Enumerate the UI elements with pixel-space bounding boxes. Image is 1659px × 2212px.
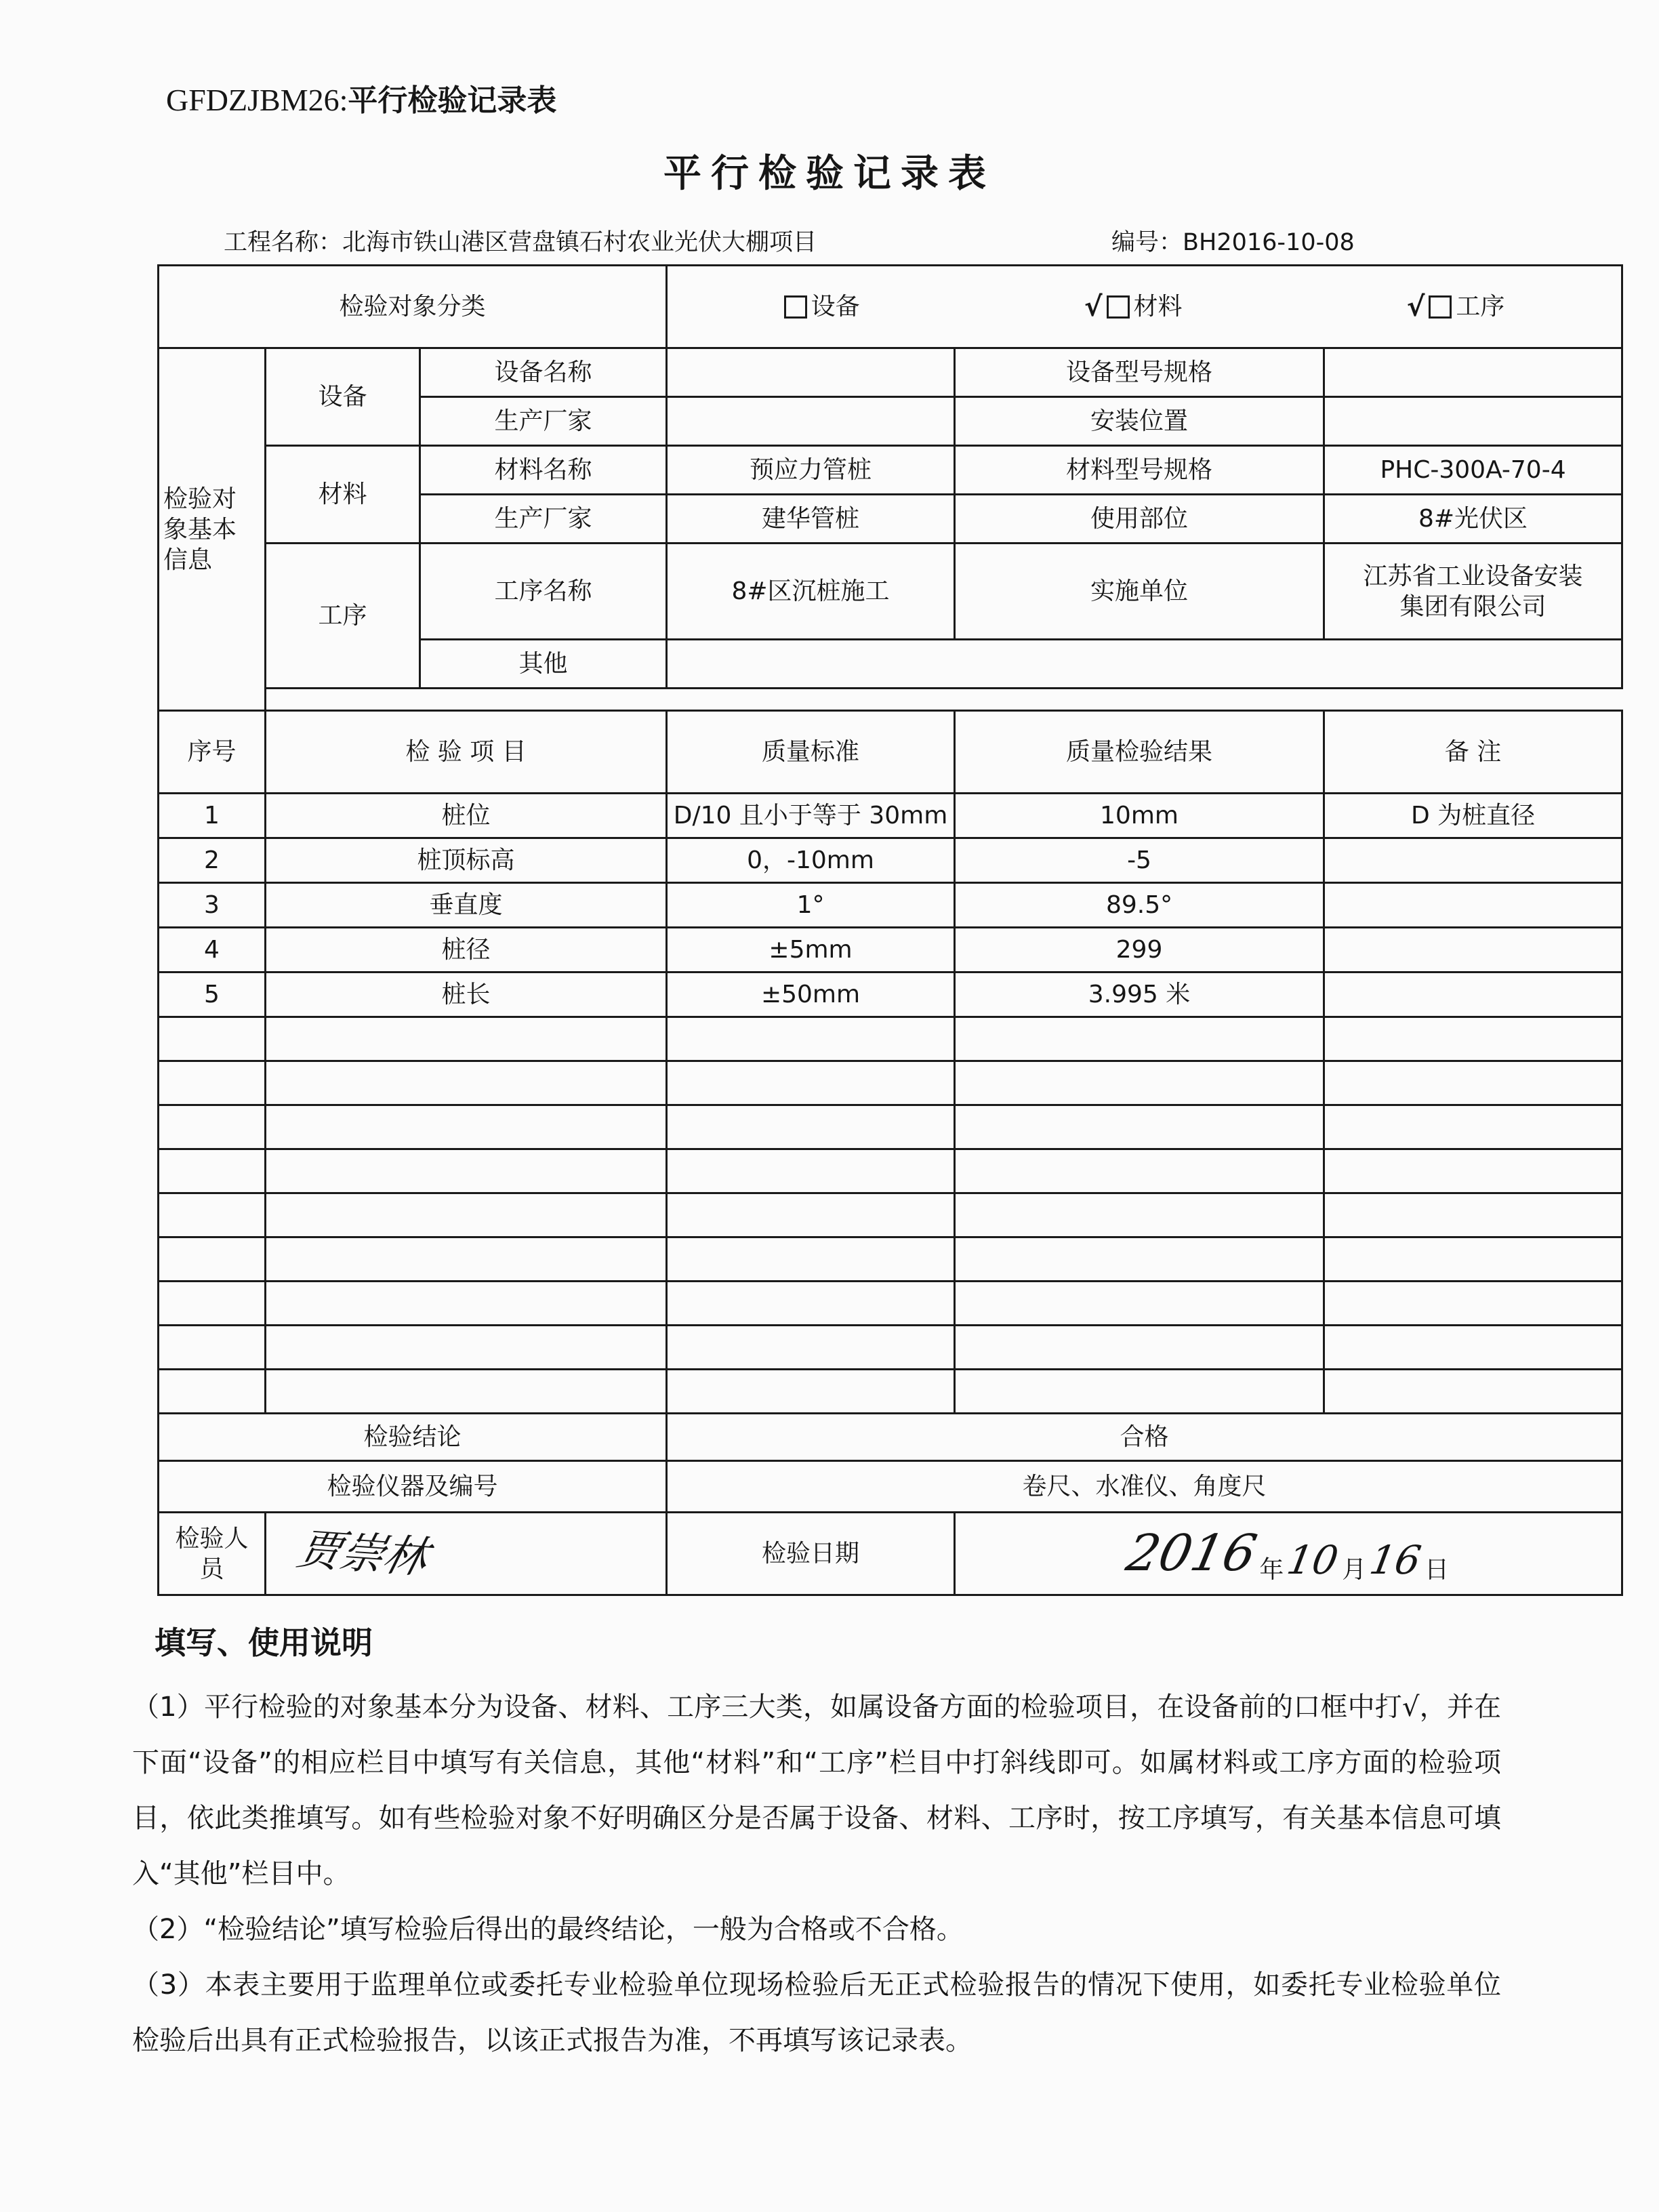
item-standard: D/10 且小于等于 30mm (667, 794, 955, 838)
number-value: BH2016-10-08 (1183, 229, 1355, 256)
empty-row (159, 1061, 1622, 1105)
empty-cell[interactable] (266, 1061, 667, 1105)
process-checkbox[interactable] (1429, 295, 1452, 319)
empty-cell[interactable] (955, 1061, 1324, 1105)
process-option-label: 工序 (1456, 293, 1505, 321)
table-row (159, 794, 1622, 838)
category-process-option[interactable] (1407, 290, 1505, 324)
other-field[interactable] (667, 640, 1622, 689)
use-location-field[interactable]: 8#光伏区 (1324, 495, 1622, 544)
date-year: 2016 (1121, 1524, 1262, 1583)
empty-cell[interactable] (159, 1061, 266, 1105)
item-result[interactable]: 299 (955, 928, 1324, 972)
item-remark[interactable] (1324, 928, 1622, 972)
equipment-name-field[interactable] (667, 348, 955, 397)
inspector-label: 检验人员 (159, 1513, 266, 1595)
instructions-title: 填写、使用说明 (155, 1624, 373, 1661)
item-name: 桩径 (266, 928, 667, 972)
equipment-checkbox[interactable] (784, 295, 807, 319)
empty-cell[interactable] (159, 1282, 266, 1326)
document-number (1111, 224, 1355, 258)
empty-cell[interactable] (955, 1105, 1324, 1149)
empty-cell[interactable] (667, 1105, 955, 1149)
item-no: 3 (159, 883, 266, 928)
item-remark[interactable] (1324, 972, 1622, 1017)
month-char: 月 (1342, 1555, 1367, 1584)
number-label: 编号： (1111, 229, 1183, 256)
item-result[interactable]: 10mm (955, 794, 1324, 838)
empty-cell[interactable] (1324, 1193, 1622, 1237)
executor-label: 实施单位 (955, 544, 1324, 640)
install-location-label: 安装位置 (955, 397, 1324, 446)
empty-cell[interactable] (1324, 1149, 1622, 1193)
conclusion-label: 检验结论 (159, 1414, 667, 1461)
item-no: 2 (159, 838, 266, 883)
equipment-row-1 (159, 348, 1622, 397)
empty-cell[interactable] (667, 1149, 955, 1193)
year-char: 年 (1259, 1555, 1284, 1584)
other-label: 其他 (420, 640, 667, 689)
material-check-mark: √ (1084, 291, 1103, 323)
instrument-field[interactable]: 卷尺、水准仪、角度尺 (667, 1461, 1622, 1513)
empty-cell[interactable] (955, 1237, 1324, 1282)
equipment-maker-field[interactable] (667, 397, 955, 446)
empty-cell[interactable] (1324, 1061, 1622, 1105)
equipment-option-label: 设备 (811, 293, 860, 321)
item-no: 1 (159, 794, 266, 838)
empty-cell[interactable] (159, 1193, 266, 1237)
col-remark-header: 备 注 (1324, 711, 1622, 794)
empty-cell[interactable] (1324, 1370, 1622, 1414)
empty-cell[interactable] (266, 1370, 667, 1414)
material-maker-label: 生产厂家 (420, 495, 667, 544)
item-remark[interactable] (1324, 838, 1622, 883)
material-maker-field[interactable]: 建华管桩 (667, 495, 955, 544)
conclusion-field[interactable]: 合格 (667, 1414, 1622, 1461)
basic-info-label: 检验对象基本信息 (159, 348, 266, 711)
empty-cell[interactable] (159, 1149, 266, 1193)
items-header-row (159, 711, 1622, 794)
empty-row (159, 1149, 1622, 1193)
instrument-row (159, 1461, 1622, 1513)
document-code-id: GFDZJBM26: (166, 83, 348, 117)
empty-row (159, 1237, 1622, 1282)
item-name: 桩长 (266, 972, 667, 1017)
empty-cell[interactable] (955, 1370, 1324, 1414)
project-line (224, 224, 817, 258)
page-title: 平行检验记录表 (663, 152, 996, 196)
process-group-label: 工序 (266, 544, 420, 689)
item-standard: 0，-10mm (667, 838, 955, 883)
item-standard: ±5mm (667, 928, 955, 972)
item-name: 桩顶标高 (266, 838, 667, 883)
empty-row (159, 1370, 1622, 1414)
table-row (159, 883, 1622, 928)
instructions-body (132, 1679, 1501, 2068)
item-standard: ±50mm (667, 972, 955, 1017)
item-name: 桩位 (266, 794, 667, 838)
executor-field[interactable] (1324, 544, 1622, 640)
executor-line-2: 集团有限公司 (1399, 592, 1547, 621)
material-row-1 (159, 446, 1622, 495)
empty-cell[interactable] (667, 1193, 955, 1237)
date-month: 10 (1284, 1537, 1343, 1584)
category-options (667, 266, 1622, 348)
empty-cell[interactable] (159, 1370, 266, 1414)
empty-cell[interactable] (159, 1105, 266, 1149)
project-name: 北海市铁山港区营盘镇石村农业光伏大棚项目 (342, 229, 817, 256)
empty-cell[interactable] (266, 1017, 667, 1061)
document-code (166, 76, 556, 119)
empty-cell[interactable] (667, 1282, 955, 1326)
empty-cell[interactable] (159, 1237, 266, 1282)
conclusion-row (159, 1414, 1622, 1461)
empty-cell[interactable] (667, 1061, 955, 1105)
item-standard: 1° (667, 883, 955, 928)
signature-row (159, 1513, 1622, 1595)
item-result[interactable]: -5 (955, 838, 1324, 883)
table-row (159, 972, 1622, 1017)
empty-cell[interactable] (266, 1282, 667, 1326)
empty-row (159, 1193, 1622, 1237)
empty-cell[interactable] (955, 1326, 1324, 1370)
instruction-paragraph-1: （1）平行检验的对象基本分为设备、材料、工序三大类，如属设备方面的检验项目，在设备前的口框中打√，并在下面“设备”的相应栏目中填写有关信息，其他“材料”和“工序”栏目中打斜线即可。如属材料或工序方面的检验项目，依此类推填写。如有些检验对象不好明确区分是否属于设备、材料、工序时，按工序填写，有关基本信息可填入“其他”栏目中。 (132, 1692, 1501, 1889)
empty-cell[interactable] (955, 1193, 1324, 1237)
empty-cell[interactable] (955, 1149, 1324, 1193)
item-result[interactable]: 3.995 米 (955, 972, 1324, 1017)
empty-row (159, 1282, 1622, 1326)
item-name: 垂直度 (266, 883, 667, 928)
date-field[interactable] (955, 1513, 1622, 1595)
empty-cell[interactable] (1324, 1017, 1622, 1061)
category-label: 检验对象分类 (159, 266, 667, 348)
material-checkbox[interactable] (1107, 295, 1130, 319)
empty-cell[interactable] (955, 1017, 1324, 1061)
empty-row (159, 1326, 1622, 1370)
install-location-field[interactable] (1324, 397, 1622, 446)
inspection-form (157, 264, 1621, 1596)
category-material-option[interactable] (1084, 290, 1183, 324)
spacer-row (159, 689, 1622, 711)
empty-cell[interactable] (159, 1326, 266, 1370)
material-name-label: 材料名称 (420, 446, 667, 495)
empty-cell[interactable] (159, 1017, 266, 1061)
col-result-header: 质量检验结果 (955, 711, 1324, 794)
inspector-signature: 贾崇林 (292, 1523, 433, 1584)
process-name-field[interactable]: 8#区沉桩施工 (667, 544, 955, 640)
empty-cell[interactable] (266, 1105, 667, 1149)
empty-cell[interactable] (266, 1149, 667, 1193)
category-row (159, 266, 1622, 348)
col-item-header: 检 验 项 目 (266, 711, 667, 794)
empty-cell[interactable] (266, 1326, 667, 1370)
item-no: 5 (159, 972, 266, 1017)
instruction-paragraph-3: （3）本表主要用于监理单位或委托专业检验单位现场检验后无正式检验报告的情况下使用，如委托专业检验单位检验后出具有正式检验报告，以该正式报告为准，不再填写该记录表。 (132, 1969, 1501, 2056)
item-remark[interactable] (1324, 883, 1622, 928)
equipment-group-label: 设备 (266, 348, 420, 446)
process-row-1 (159, 544, 1622, 640)
executor-line-1: 江苏省工业设备安装 (1363, 562, 1583, 590)
empty-cell[interactable] (1324, 1282, 1622, 1326)
empty-cell[interactable] (667, 1370, 955, 1414)
use-location-label: 使用部位 (955, 495, 1324, 544)
empty-cell[interactable] (667, 1237, 955, 1282)
category-equipment-option[interactable] (784, 291, 860, 322)
day-char: 日 (1425, 1555, 1450, 1584)
table-row (159, 838, 1622, 883)
equipment-maker-label: 生产厂家 (420, 397, 667, 446)
instrument-label: 检验仪器及编号 (159, 1461, 667, 1513)
empty-cell[interactable] (1324, 1326, 1622, 1370)
equipment-model-field[interactable] (1324, 348, 1622, 397)
empty-cell[interactable] (266, 1237, 667, 1282)
empty-row (159, 1105, 1622, 1149)
empty-cell[interactable] (1324, 1237, 1622, 1282)
equipment-name-label: 设备名称 (420, 348, 667, 397)
project-label: 工程名称： (224, 229, 343, 256)
empty-cell[interactable] (667, 1017, 955, 1061)
inspector-field[interactable] (266, 1513, 667, 1595)
process-check-mark: √ (1406, 291, 1425, 323)
col-no-header: 序号 (159, 711, 266, 794)
empty-row (159, 1017, 1622, 1061)
material-model-field[interactable]: PHC-300A-70-4 (1324, 446, 1622, 495)
empty-cell[interactable] (955, 1282, 1324, 1326)
material-model-label: 材料型号规格 (955, 446, 1324, 495)
material-option-label: 材料 (1133, 293, 1183, 321)
item-result[interactable]: 89.5° (955, 883, 1324, 928)
empty-cell[interactable] (667, 1326, 955, 1370)
date-day: 16 (1366, 1537, 1425, 1584)
date-label: 检验日期 (667, 1513, 955, 1595)
table-row (159, 928, 1622, 972)
col-standard-header: 质量标准 (667, 711, 955, 794)
process-name-label: 工序名称 (420, 544, 667, 640)
document-code-title: 平行检验记录表 (348, 83, 557, 118)
material-group-label: 材料 (266, 446, 420, 544)
item-no: 4 (159, 928, 266, 972)
item-remark[interactable]: D 为桩直径 (1324, 794, 1622, 838)
empty-cell[interactable] (266, 1193, 667, 1237)
instruction-paragraph-2: （2）“检验结论”填写检验后得出的最终结论，一般为合格或不合格。 (132, 1914, 964, 1945)
equipment-model-label: 设备型号规格 (955, 348, 1324, 397)
material-name-field[interactable]: 预应力管桩 (667, 446, 955, 495)
empty-cell[interactable] (1324, 1105, 1622, 1149)
